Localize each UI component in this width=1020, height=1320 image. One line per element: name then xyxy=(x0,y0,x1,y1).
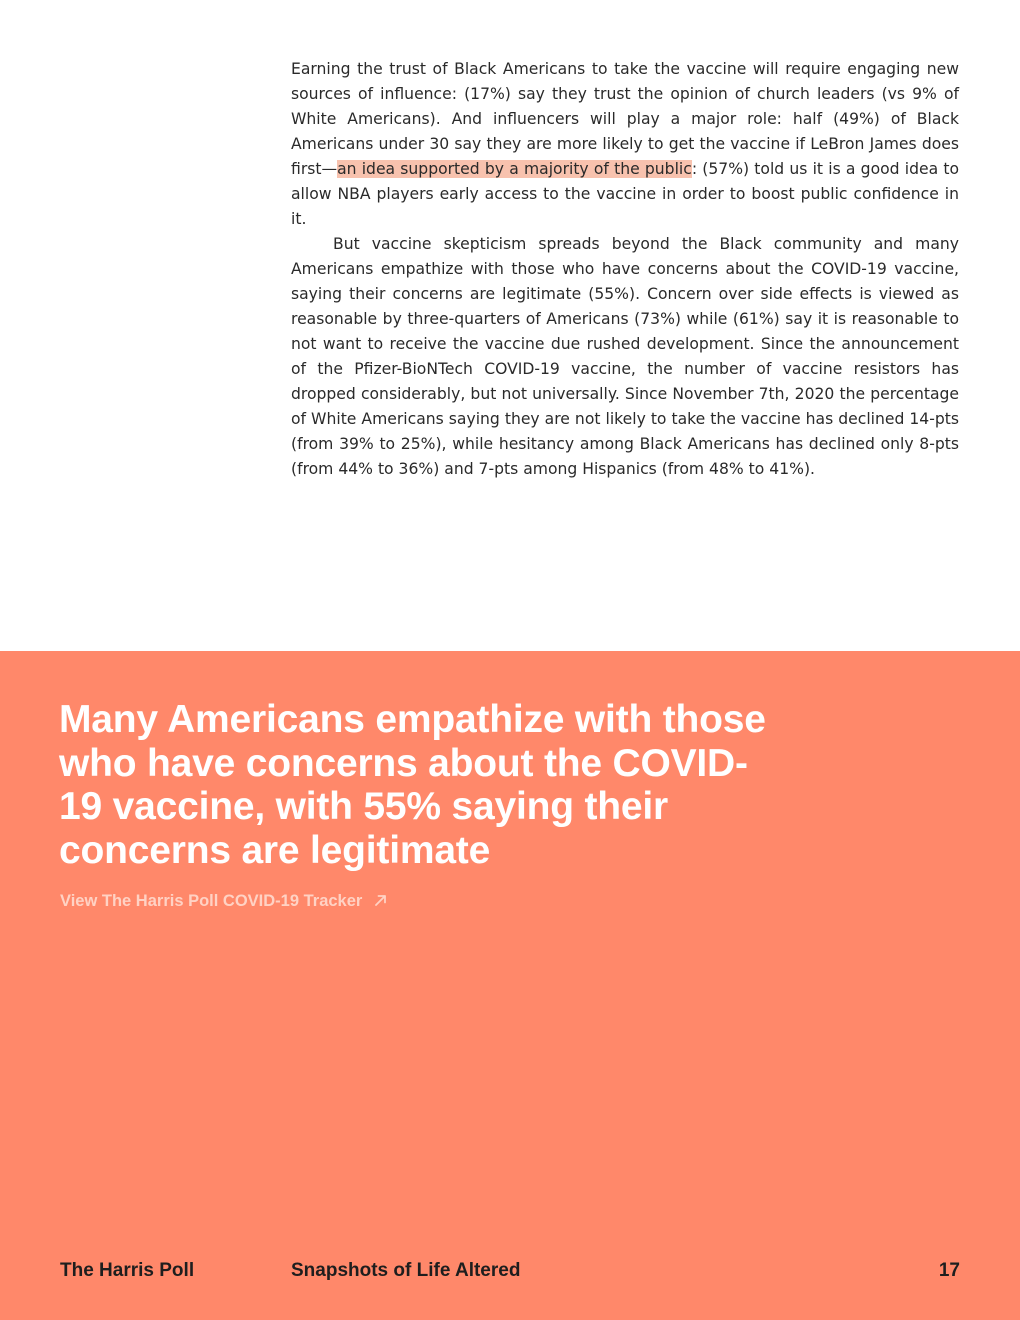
footer-publication-title: Snapshots of Life Altered xyxy=(291,1260,521,1281)
arrow-up-right-icon xyxy=(374,891,387,913)
paragraph-1-text-end: : (57%) told us it is a good idea to allow NBA players early access to the vaccine in order to boost public confidence in it. xyxy=(291,160,959,228)
covid-tracker-link-label: View The Harris Poll COVID-19 Tracker xyxy=(60,892,363,910)
covid-tracker-link[interactable] xyxy=(60,890,387,913)
page-number: 17 xyxy=(938,1260,960,1281)
paragraph-1 xyxy=(291,57,959,232)
article-body xyxy=(291,57,959,482)
highlighted-phrase: an idea supported by a majority of the public xyxy=(337,160,692,178)
paragraph-1-text-start: Earning the trust of Black Americans to take the vaccine will require engaging new sources of influence: (17%) say they trust the opinion of church leaders (vs 9% of White Americans). And influencers will play a major role: half (49%) of Black Americans under 30 say they are more likely to get the vaccine if LeBron James does first— xyxy=(291,60,959,178)
callout-headline: Many Americans empathize with those who have concerns about the COVID-19 vaccine, with 55% saying their concerns are legitimate xyxy=(59,698,766,872)
footer-brand: The Harris Poll xyxy=(60,1260,195,1281)
paragraph-2: But vaccine skepticism spreads beyond the Black community and many Americans empathize with those who have concerns about the COVID-19 vaccine, saying their concerns are legitimate (55%). Concern over side effects is viewed as reasonable by three-quarters of Americans (73%) while (61%) say it is reasonable to not want to receive the vaccine due rushed development. Since the announcement of the Pfizer-BioNTech COVID-19 vaccine, the number of vaccine resistors has dropped considerably, but not universally. Since November 7th, 2020 the percentage of White Americans saying they are not likely to take the vaccine has declined 14-pts (from 39% to 25%), while hesitancy among Black Americans has declined only 8-pts (from 44% to 36%) and 7-pts among Hispanics (from 48% to 41%). xyxy=(291,235,959,478)
